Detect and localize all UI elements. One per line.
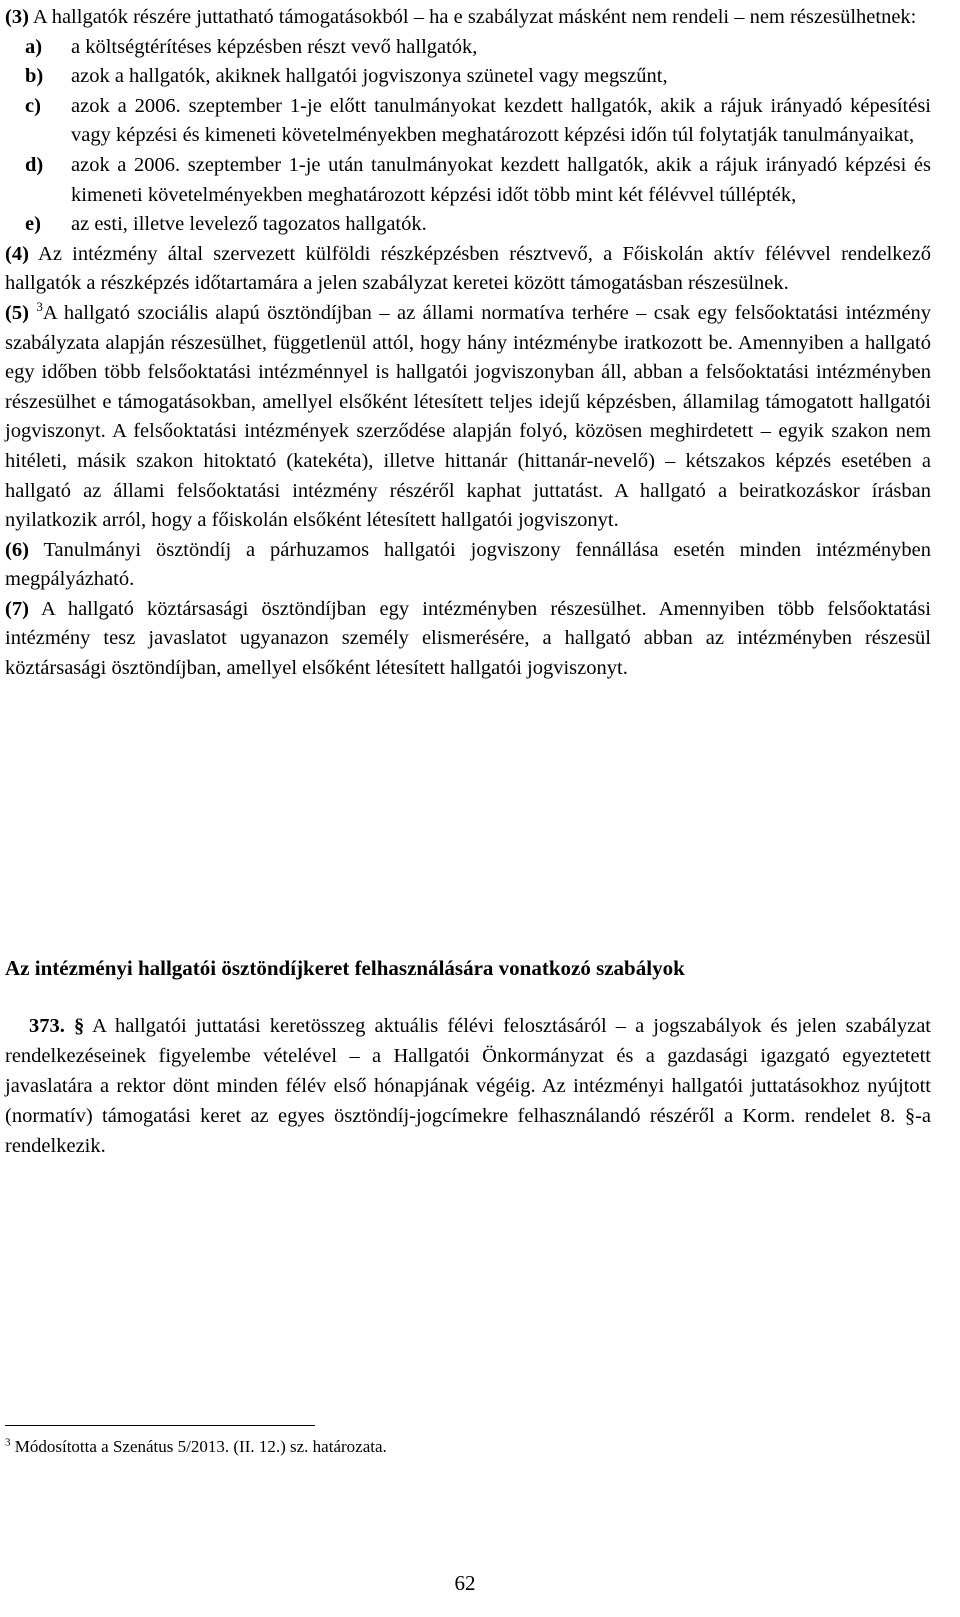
paragraph-text: A hallgató szociális alapú ösztöndíjban – az állami normatíva terhére – csak egy felsőoktatási intézmény szabályzata alapján részesülhet, függetlenül attól, hogy hány intézménybe iratkozott be. Amennyiben a hallgató egy időben több felsőoktatási intézménnyel is hallgatói jogviszonyban áll, abban a felsőoktatási intézményben részesülhet e támogatásokban, amellyel elsőként létesített teljes idejű képzésben, államilag támogatott hallgatói jogviszonyt. A felsőoktatási intézmények szerződése alapján folyó, közösen meghirdetett – egyik szakon nem hitéleti, másik szakon hitoktató (katekéta), illetve hittanár (hittanár-nevelő) – kétszakos képzés esetében a hallgató az állami felsőoktatási intézmény részéről kaphat juttatást. A hallgató a beiratkozáskor írásban nyilatkozik arról, hogy a főiskolán elsőként létesített hallgatói jogviszonyt. bbox=[5, 301, 932, 532]
list-item-text: az esti, illetve levelező tagozatos hallgatók. bbox=[71, 213, 427, 236]
list-marker: c) bbox=[25, 94, 41, 117]
list-item-text: a költségtérítéses képzésben részt vevő hallgatók, bbox=[71, 35, 478, 58]
page-number: 62 bbox=[454, 1571, 476, 1595]
paragraph-text: A hallgató köztársasági ösztöndíjban egy intézményben részesülhet. Amennyiben több felsőoktatási intézmény tesz javaslatot ugyanazon személy elismerésére, a hallgató abban az intézményben részesül köztársasági ösztöndíjban, amellyel elsőként létesített hallgatói jogviszonyt. bbox=[5, 597, 931, 680]
paragraph-7 bbox=[5, 595, 931, 684]
list-item bbox=[5, 92, 931, 151]
section-373 bbox=[5, 1011, 931, 1161]
list-item bbox=[5, 151, 931, 210]
paragraph-label: (3) bbox=[5, 6, 29, 28]
list-item-text: azok a 2006. szeptember 1-je előtt tanulmányokat kezdett hallgatók, akik a rájuk irányadó képesítési vagy képzési és kimeneti követelményekben meghatározott képzési időn túl folytatják tanulmányaikat, bbox=[71, 94, 931, 147]
list-item bbox=[5, 33, 931, 63]
section-heading: Az intézményi hallgatói ösztöndíjkeret felhasználására vonatkozó szabályok bbox=[5, 956, 685, 980]
paragraph-3 bbox=[5, 3, 931, 33]
footnote bbox=[5, 1435, 905, 1459]
footnote-number: 3 bbox=[5, 1436, 11, 1449]
section-text: A hallgatói juttatási keretösszeg aktuális félévi felosztásáról – a jogszabályok és jelen szabályzat rendelkezéseinek figyelembe vételével – a Hallgatói Önkormányzat és a gazdasági igazgató egyeztetett javaslatára a rektor dönt minden félév első hónapjának végéig. Az intézményi hallgatói juttatásokhoz nyújtott (normatív) támogatási keret az egyes ösztöndíj-jogcímekre felhasználandó részéről a Korm. rendelet 8. §-a rendelkezik. bbox=[5, 1015, 931, 1157]
list-marker: d) bbox=[25, 153, 44, 176]
section-label: 373. § bbox=[29, 1015, 85, 1037]
paragraph-5 bbox=[5, 299, 931, 536]
paragraph-text: Az intézmény által szervezett külföldi részképzésben résztvevő, a Főiskolán aktív félévvel rendelkező hallgatók a részképzés időtartamára a jelen szabályzat keretei között támogatásban részesülnek. bbox=[5, 242, 931, 295]
paragraph-text: A hallgatók részére juttatható támogatásokból – ha e szabályzat másként nem rendeli – nem részesülhetnek: bbox=[28, 6, 917, 28]
list-item bbox=[5, 62, 931, 92]
paragraph-label: (6) bbox=[5, 538, 29, 561]
paragraph-label: (4) bbox=[5, 242, 29, 265]
paragraph-6 bbox=[5, 536, 931, 595]
paragraph-4 bbox=[5, 240, 931, 299]
footnote-reference[interactable]: 3 bbox=[36, 299, 43, 315]
list-marker: b) bbox=[25, 65, 44, 88]
body-text bbox=[5, 3, 931, 684]
exclusion-list bbox=[5, 33, 931, 240]
paragraph-label: (7) bbox=[5, 597, 29, 620]
paragraph-text: Tanulmányi ösztöndíj a párhuzamos hallgatói jogviszony fennállása esetén minden intézményben megpályázható. bbox=[5, 538, 931, 591]
paragraph-label: (5) bbox=[5, 301, 29, 324]
list-marker: a) bbox=[25, 35, 43, 58]
list-item bbox=[5, 210, 931, 240]
footnote-text: Módosította a Szenátus 5/2013. (II. 12.) sz. határozata. bbox=[10, 1437, 387, 1456]
footnote-divider bbox=[5, 1425, 315, 1426]
list-marker: e) bbox=[25, 213, 41, 236]
list-item-text: azok a 2006. szeptember 1-je után tanulmányokat kezdett hallgatók, akik a rájuk irányadó képzési és kimeneti követelményekben meghatározott képzési időt több mint két félévvel túllépték, bbox=[71, 153, 931, 206]
list-item-text: azok a hallgatók, akiknek hallgatói jogviszonya szünetel vagy megszűnt, bbox=[71, 65, 668, 88]
